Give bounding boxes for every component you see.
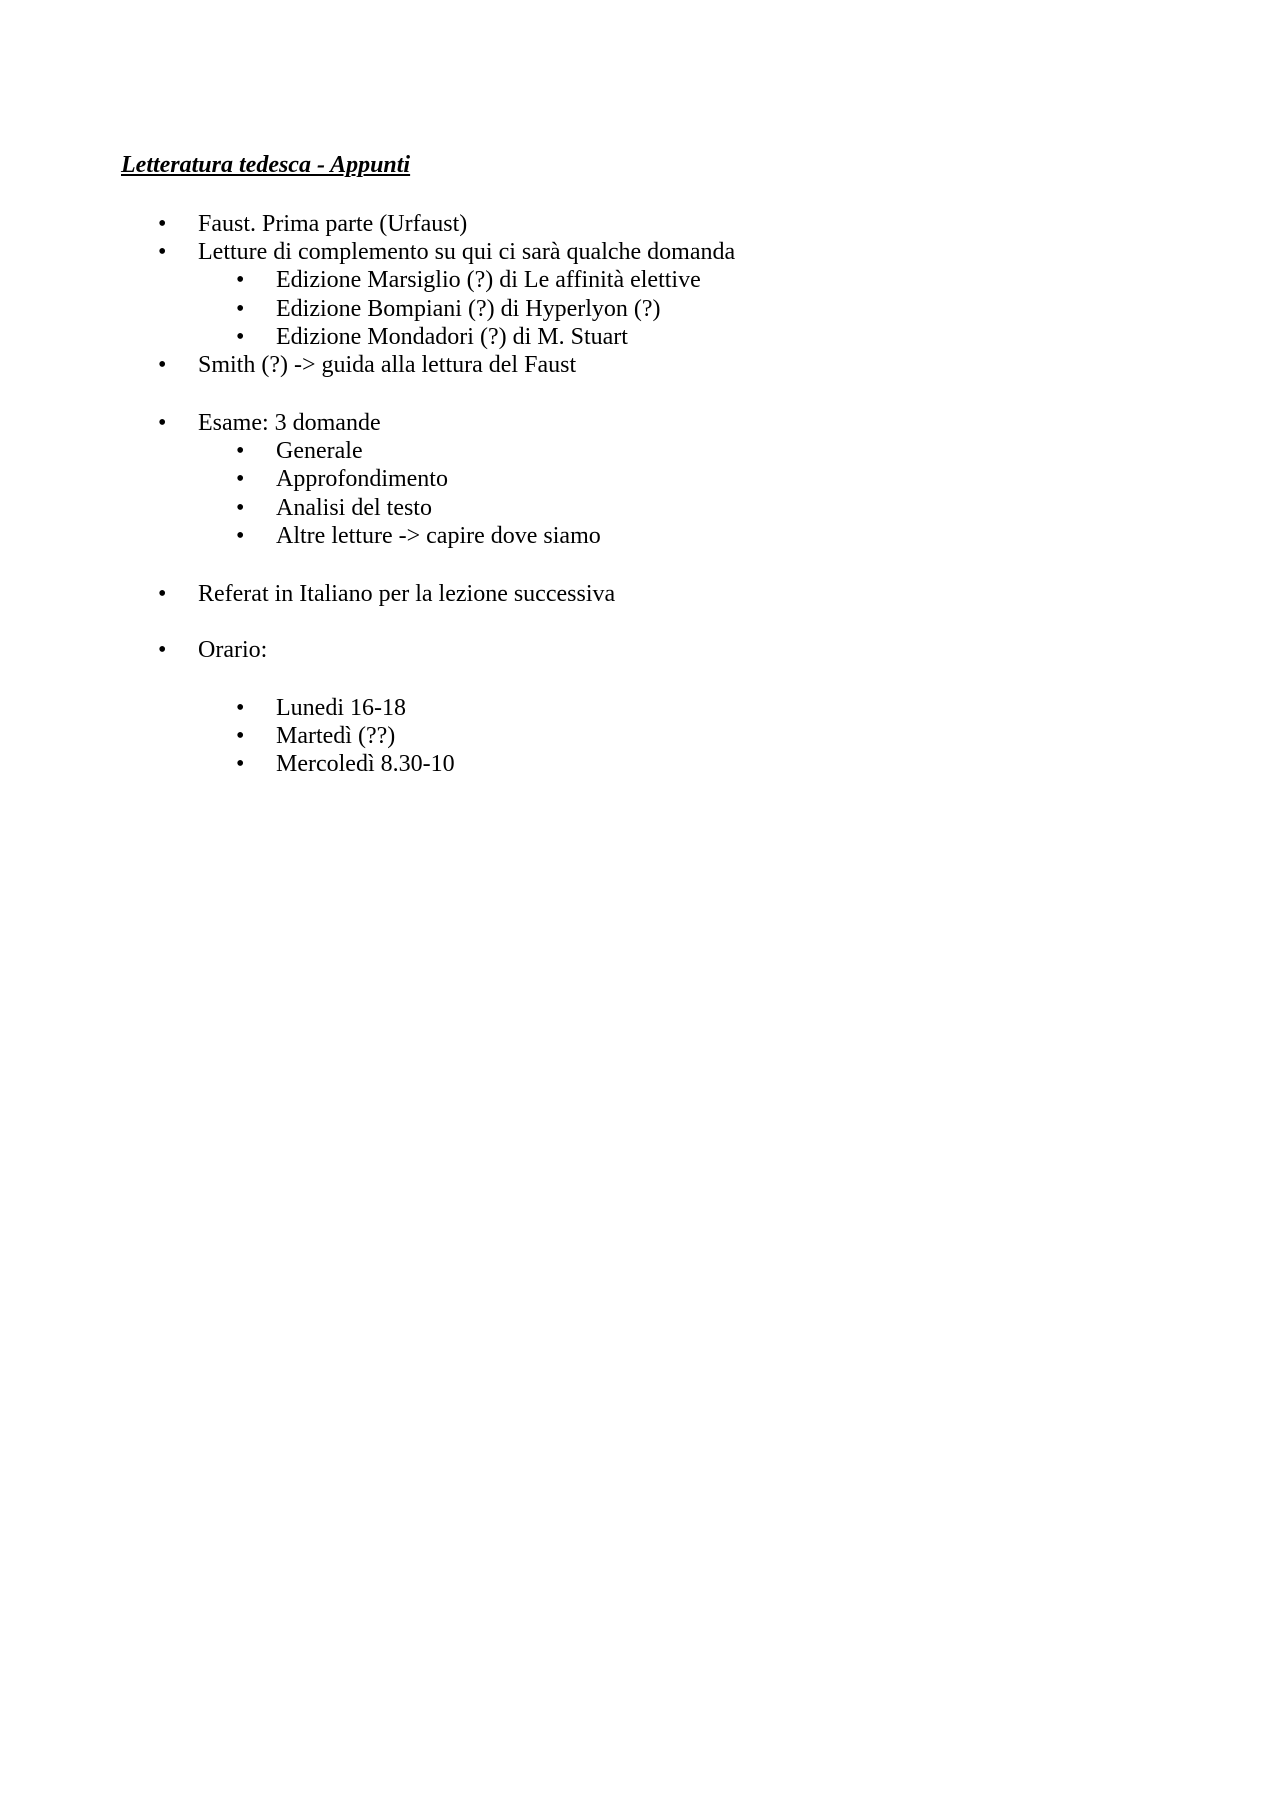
bullet-icon: • <box>158 637 167 663</box>
list-item-text: Edizione Marsiglio (?) di Le affinità elettive <box>276 267 701 293</box>
list-item-text: Approfondimento <box>276 466 448 492</box>
document-title: Letteratura tedesca - Appunti <box>121 152 411 178</box>
list-item-text: Faust. Prima parte (Urfaust) <box>198 211 468 237</box>
bullet-icon: • <box>236 523 245 549</box>
bullet-icon: • <box>236 751 245 777</box>
bullet-icon: • <box>158 352 167 378</box>
list-item-text: Lunedi 16-18 <box>276 695 406 721</box>
bullet-icon: • <box>236 324 245 350</box>
list-item-text: Mercoledì 8.30-10 <box>276 751 455 777</box>
bullet-icon: • <box>158 410 167 436</box>
bullet-icon: • <box>158 239 167 265</box>
list-item-text: Edizione Bompiani (?) di Hyperlyon (?) <box>276 296 661 322</box>
list-item-text: Martedì (??) <box>276 723 396 749</box>
bullet-icon: • <box>236 267 245 293</box>
list-item-text: Generale <box>276 438 363 464</box>
list-item-text: Altre letture -> capire dove siamo <box>276 523 601 549</box>
list-item-text: Orario: <box>198 637 268 663</box>
list-item-text: Edizione Mondadori (?) di M. Stuart <box>276 324 628 350</box>
bullet-icon: • <box>236 495 245 521</box>
list-item-text: Esame: 3 domande <box>198 410 381 436</box>
list-item-text: Smith (?) -> guida alla lettura del Faust <box>198 352 577 378</box>
bullet-icon: • <box>158 581 167 607</box>
list-item-text: Analisi del testo <box>276 495 432 521</box>
bullet-icon: • <box>158 211 167 237</box>
bullet-icon: • <box>236 695 245 721</box>
bullet-icon: • <box>236 466 245 492</box>
list-item-text: Referat in Italiano per la lezione successiva <box>198 581 616 607</box>
list-item-text: Letture di complemento su qui ci sarà qualche domanda <box>198 239 736 265</box>
bullet-icon: • <box>236 296 245 322</box>
bullet-icon: • <box>236 438 245 464</box>
bullet-icon: • <box>236 723 245 749</box>
